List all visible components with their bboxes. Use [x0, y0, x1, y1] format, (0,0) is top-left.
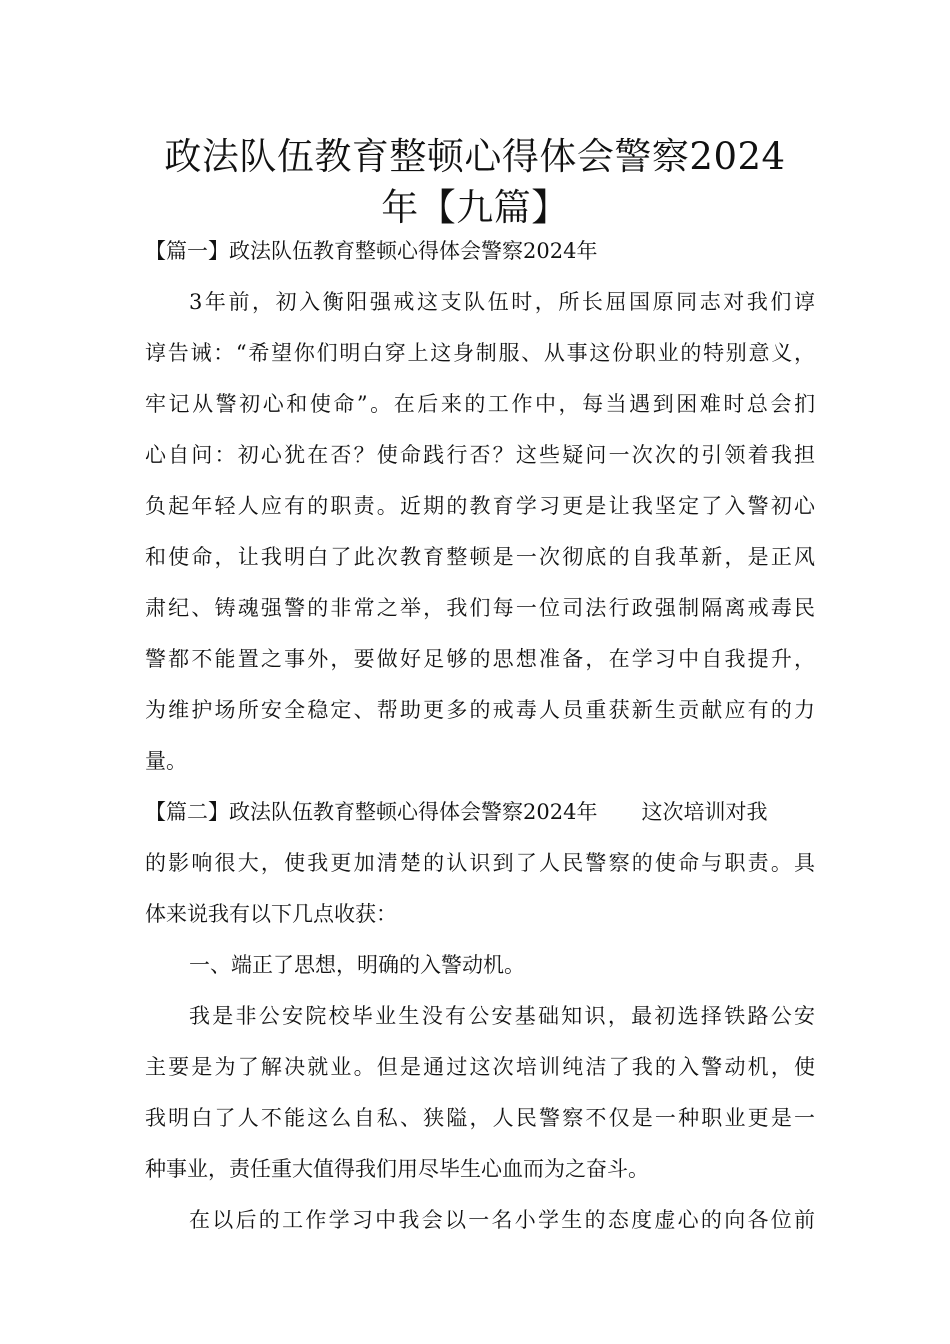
paragraph-line: 量。: [145, 749, 187, 773]
paragraph-line: 和使命，让我明白了此次教育整顿是一次彻底的自我革新，是正风: [145, 545, 815, 569]
paragraph-line: 体来说我有以下几点收获：: [145, 902, 397, 926]
paragraph-line: 为维护场所安全稳定、帮助更多的戒毒人员重获新生贡献应有的力: [145, 698, 815, 722]
document-title-line-1: 政法队伍教育整顿心得体会警察2024: [164, 135, 786, 178]
paragraph-line: 的影响很大，使我更加清楚的认识到了人民警察的使命与职责。具: [145, 851, 815, 875]
paragraph-text: 这次培训对我: [641, 800, 768, 824]
subheading: 一、端正了思想，明确的入警动机。: [189, 953, 525, 977]
section-heading-2-line: [145, 797, 815, 827]
document-title-line-2: 年【九篇】: [381, 186, 569, 229]
paragraph-line: 3年前，初入衡阳强戒这支队伍时，所长屈国原同志对我们谆: [189, 290, 815, 314]
paragraph-line: 肃纪、铸魂强警的非常之举，我们每一位司法行政强制隔离戒毒民: [145, 596, 815, 620]
section-heading-1: 【篇一】政法队伍教育整顿心得体会警察2024年: [145, 239, 598, 263]
paragraph-line: 我是非公安院校毕业生没有公安基础知识，最初选择铁路公安: [189, 1004, 815, 1028]
paragraph-line: 种事业，责任重大值得我们用尽毕生心血而为之奋斗。: [145, 1157, 649, 1181]
paragraph-line: 牢记从警初心和使命”。在后来的工作中，每当遇到困难时总会扪: [145, 392, 815, 416]
paragraph-line: 谆告诫：“希望你们明白穿上这身制服、从事这份职业的特别意义，: [145, 341, 815, 365]
paragraph-line: 心自问：初心犹在否？使命践行否？这些疑问一次次的引领着我担: [145, 443, 815, 467]
paragraph-line: 我明白了人不能这么自私、狭隘，人民警察不仅是一种职业更是一: [145, 1106, 815, 1130]
paragraph-line: 警都不能置之事外，要做好足够的思想准备，在学习中自我提升，: [145, 647, 815, 671]
paragraph-line: 主要是为了解决就业。但是通过这次培训纯洁了我的入警动机，使: [145, 1055, 815, 1079]
paragraph-line: 负起年轻人应有的职责。近期的教育学习更是让我坚定了入警初心: [145, 494, 815, 518]
section-heading-2: 【篇二】政法队伍教育整顿心得体会警察2024年: [145, 800, 598, 824]
paragraph-line: 在以后的工作学习中我会以一名小学生的态度虚心的向各位前: [189, 1208, 815, 1232]
